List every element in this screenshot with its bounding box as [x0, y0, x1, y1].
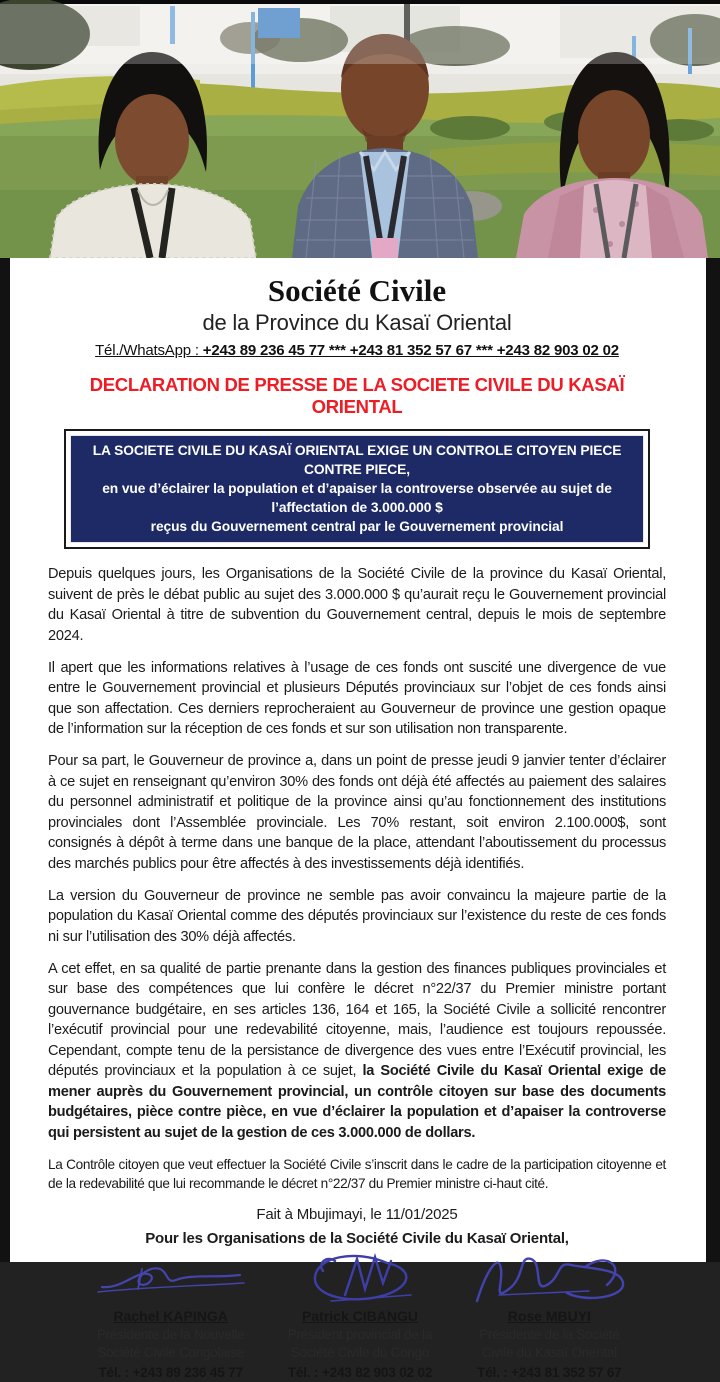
- photo-illustration: [0, 0, 720, 258]
- signatory-rose-mbuyi: [455, 1251, 644, 1382]
- signature-ink-3: [455, 1251, 644, 1307]
- signatory-title-1: Président provincial de la: [287, 1326, 433, 1342]
- signatory-title-2: Société Civile du Congo: [290, 1345, 430, 1360]
- paragraph-5: [48, 959, 666, 1144]
- document-page: [10, 258, 706, 1380]
- paragraph-5-bold: la Société Civile du Kasaï Oriental exige de mener auprès du Gouvernement provincial, un contrôle citoyen sur base des documents budgétaires, pièce contre pièce, en vue d’éclairer la population et d’apaiser la controverse qui persistent au sujet de la gestion de ces 3.000.000 de dollars.: [48, 1063, 666, 1141]
- signatory-name: Rose MBUYI: [507, 1307, 591, 1324]
- banner-line-2: en vue d’éclairer la population et d’apaiser la controverse observée au sujet de l’affectation de 3.000.000 $: [102, 481, 612, 515]
- place-date: Fait à Mbujimayi, le 11/01/2025: [256, 1205, 458, 1223]
- man-badge: [372, 238, 398, 258]
- press-title: DECLARATION DE PRESSE DE LA SOCIETE CIVILE DU KASAÏ ORIENTAL: [89, 374, 625, 417]
- org-title: Société Civile: [267, 273, 447, 308]
- on-behalf-line: Pour les Organisations de la Société Civile du Kasaï Oriental,: [145, 1229, 569, 1247]
- right-woman-top: [576, 180, 652, 258]
- phone-label: Tél./WhatsApp :: [95, 342, 203, 359]
- phone-line: [48, 339, 666, 363]
- document-scan: [0, 258, 720, 1380]
- paragraph-6: La Contrôle citoyen que veut effectuer la Société Civile s’inscrit dans le cadre de la participation citoyenne et de la redevabilité que lui recommande le décret n°22/37 du Premier ministre ci-haut cité.: [48, 1156, 666, 1191]
- signatory-name: Rachel KAPINGA: [113, 1307, 228, 1324]
- paragraph-2: Il apert que les informations relatives à l’usage de ces fonds ont suscité une divergence de vue entre le Gouvernement provincial et plusieurs Députés provinciaux sur l’objet de ces fonds ainsi que son affectation. Ces derniers reprocheraient au Gouverneur de province une gestion opaque de l’information sur la réception de ces fonds et sur son utilisation non transparente.: [48, 659, 666, 737]
- signatory-patrick-cibangu: [265, 1251, 454, 1382]
- left-woman-face: [115, 94, 189, 186]
- paragraph-1: Depuis quelques jours, les Organisations de la Société Civile de la province du Kasaï Oriental, suivent de près le débat public au sujet des 3.000.000 $ qu’aurait reçu le Gouvernement provincial du Kasaï Oriental à titre de subvention du Gouvernement central, depuis le mois de septembre 2024.: [48, 566, 666, 644]
- signatory-phone: Tél. : +243 81 352 57 67: [477, 1364, 622, 1380]
- paragraph-5-regular: A cet effet, en sa qualité de partie prenante dans la gestion des finances publiques provinciales et sur base des compétences que lui confère le décret n°22/37 du Premier ministre portant gouvernance budgétaire, en ses articles 136, 164 et 165, la Société Civile a sollicité rencontrer l’exécutif provincial pour une redevabilité citoyenne, mais, l’audience est toujours repoussée. Cependant, compte tenu de la persistance de divergence des vues entre l’Exécutif provincial, les députés provinciaux et la population à ce sujet,: [48, 960, 666, 1079]
- signature-icon: [469, 1251, 629, 1307]
- photo-top-bar: [0, 0, 720, 4]
- photo-highlight: [0, 4, 720, 64]
- banner-text: [70, 435, 644, 543]
- banner-box: [64, 429, 650, 549]
- signature-row: [48, 1249, 666, 1382]
- signatory-rachel-kapinga: [76, 1251, 265, 1382]
- signature-ink-1: [76, 1251, 265, 1307]
- signature-icon: [96, 1255, 246, 1307]
- paragraph-3: Pour sa part, le Gouverneur de province a, dans un point de presse jeudi 9 janvier tenter d’éclairer à ce sujet en renseignant qu’environ 30% des fonds ont déjà été affectés au paiement des salaires du personnel administratif et politique de la province ainsi qu’au fonctionnement des institutions provinciales dont l’Assemblée provinciale. Les 70% restant, soit environ 2.100.000$, sont consignés à dépôt à terme dans une banque de la place, attendant l’aboutissement du processus des marchés publics pour être affectés à des investissements déjà identifiés.: [48, 753, 666, 872]
- signatory-phone: Tél. : +243 89 236 45 77: [98, 1364, 243, 1380]
- signature-icon: [295, 1251, 425, 1307]
- phone-numbers: +243 89 236 45 77 *** +243 81 352 57 67 *** +243 82 903 02 02: [202, 342, 619, 359]
- signatory-title-2: Société Civile Congolaise: [97, 1345, 245, 1360]
- signatory-title-1: Présidente de la Nouvelle: [96, 1326, 245, 1342]
- signatory-phone: Tél. : +243 82 903 02 02: [287, 1364, 433, 1380]
- banner-line-1: LA SOCIETE CIVILE DU KASAÏ ORIENTAL EXIGE UN CONTROLE CITOYEN PIECE CONTRE PIECE,: [92, 443, 622, 477]
- signatory-title-1: Présidente de la Société: [479, 1326, 620, 1342]
- banner-line-3: reçus du Gouvernement central par le Gouvernement provincial: [150, 519, 564, 534]
- photo-banner: [0, 0, 720, 258]
- paragraph-4: La version du Gouverneur de province ne semble pas avoir convaincu la majeure partie de la population du Kasaï Oriental comme des députés provinciaux sur l’existence du reste de ces fonds ni sur l’utilisation des 30% déjà affectés.: [48, 887, 666, 945]
- shrub: [430, 116, 510, 140]
- right-woman-face: [578, 90, 650, 182]
- signatory-name: Patrick CIBANGU: [302, 1307, 418, 1324]
- signatory-title-2: Civile du Kasaï Oriental: [481, 1345, 617, 1360]
- org-subtitle: de la Province du Kasaï Oriental: [202, 310, 512, 335]
- signature-ink-2: [265, 1251, 454, 1307]
